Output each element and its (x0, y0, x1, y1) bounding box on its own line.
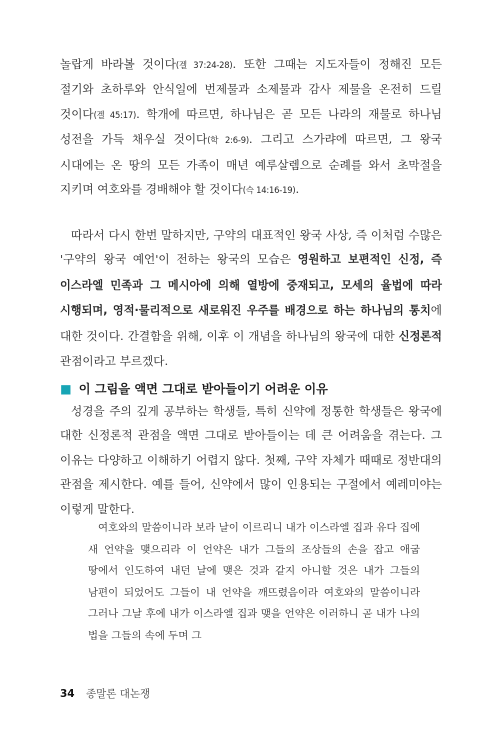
block-quote-jeremiah: 여호와의 말씀이니라 보라 날이 이르리니 내가 이스라엘 집과 유다 집에 새 언약을 맺으리라 이 언약은 내가 그들의 조상들의 손을 잡고 애굽 땅에서 인도하여 내던 날에 맺은 것과 같지 아니할 것은 내가 그들의 남편이 되었어도 그들이 내 언약을 깨뜨렸음이라 여호와의 말씀이니라 그러나 그날 후에 내가 이스라엘 집과 맺을 언약은 이러하니 곧 내가 나의 법을 그들의 속에 두며 그 (88, 522, 420, 642)
scripture-citation: (학 2:6-9) (207, 135, 249, 146)
body-text: . 학개에 따르면, 하나님은 곧 모든 나라의 재물로 하나님 성전을 가득 채우실 것이다 (60, 106, 443, 147)
section-title: 이 그림을 액면 그대로 받아들이기 어려운 이유 (78, 382, 328, 396)
page-footer (60, 686, 150, 701)
body-text: 놀랍게 바라볼 것이다 (60, 57, 176, 71)
body-text: . 그리고 스가랴에 따르면, 그 왕국 시대에는 온 땅의 모든 가족이 매년 예루살렘으로 순례를 와서 초막절을 지키며 여호와를 경배해야 할 것이다 (60, 132, 442, 197)
paragraph-prophecy-citations (60, 52, 442, 202)
scripture-citation: (겔 37:24-28) (175, 60, 233, 70)
body-text: . (295, 182, 300, 197)
running-title: 종말론 대논쟁 (85, 688, 151, 700)
body-text: . 또한 그때는 지도자들이 정해진 모든 절기와 초하루와 안식일에 번제물과 소제물과 감사 제물을 온전히 드릴 것이다 (60, 57, 443, 121)
emphasized-text: 영원하고 보편적인 신정, 즉 이스라엘 민족과 그 메시아에 의해 열방에 중재되고, 모세의 율법에 따라 시행되며, 영적·물리적으로 새로워진 우주를 배경으로 하는 하나님의 통치 (60, 253, 442, 318)
paragraph-theocratic-view (60, 223, 442, 373)
page-number: 34 (60, 688, 75, 700)
section-marker-icon: ■ (60, 382, 72, 396)
body-text: 에 대한 것이다. 간결함을 위해, 이후 이 개념을 하나님의 왕국에 대한 (60, 303, 442, 343)
body-text: 관점이라고 부르겠다. (60, 354, 169, 369)
emphasized-text: 신정론적 (398, 329, 442, 343)
scripture-citation: (슥 14:16-19) (242, 185, 296, 196)
paragraph-difficulty: 성경을 주의 깊게 공부하는 학생들, 특히 신약에 정통한 학생들은 왕국에 대한 신정론적 관점을 액면 그대로 받아들이는 데 큰 어려움을 겪는다. 그 이유는 다양하고 이해하기 어렵지 않다. 첫째, 구약 자체가 때때로 정반대의 관점을 제시한다. 예를 들어, 신약에서 많이 인용되는 구절에서 예레미야는 이렇게 말한다. (60, 404, 442, 516)
body-text: 따라서 다시 한번 말하지만, 구약의 대표적인 왕국 사상, 즉 이처럼 수많은 '구약의 왕국 예언'이 전하는 왕국의 모습은 (60, 228, 442, 267)
scripture-citation: (겔 45:17) (93, 109, 137, 120)
section-heading (60, 380, 328, 397)
